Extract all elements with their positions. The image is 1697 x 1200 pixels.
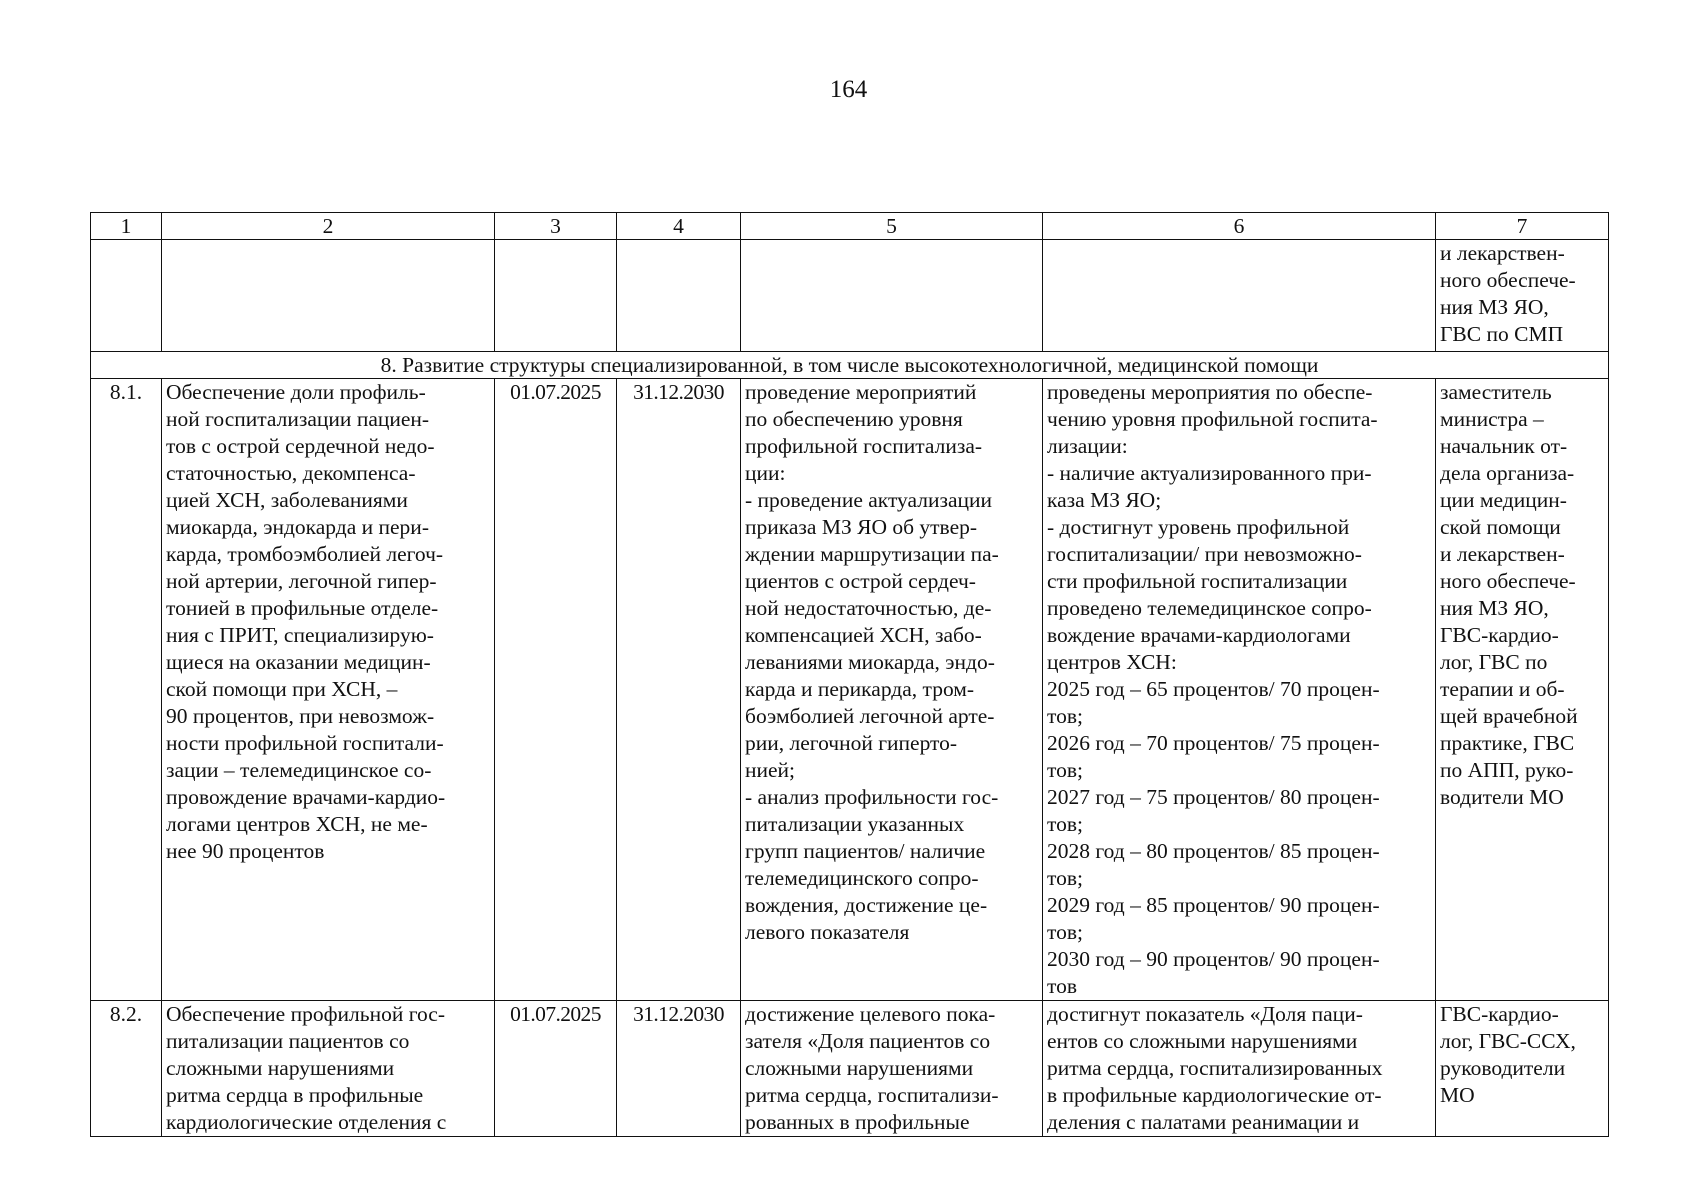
text-line: лог, ГВС по xyxy=(1440,650,1548,674)
text-line: леваниями миокарда, эндо- xyxy=(745,650,995,674)
text-line: по АПП, руко- xyxy=(1440,758,1574,782)
text-line: кардиологические отделения с xyxy=(166,1110,447,1134)
text-line: ГВС-кардио- xyxy=(1440,623,1559,647)
text-line: терапии и об- xyxy=(1440,677,1565,701)
column-header: 5 xyxy=(741,213,1043,240)
text-line: МО xyxy=(1440,1083,1475,1107)
text-line: логами центров ХСН, не ме- xyxy=(166,812,428,836)
text-line: водители МО xyxy=(1440,785,1564,809)
text-line: центров ХСН: xyxy=(1047,650,1177,674)
text-line: каза МЗ ЯО; xyxy=(1047,488,1162,512)
activities-table xyxy=(90,212,1609,1137)
text-line: тов; xyxy=(1047,812,1083,836)
continued-row xyxy=(91,240,1609,352)
text-line: вождение врачами-кардиологами xyxy=(1047,623,1351,647)
column-header: 7 xyxy=(1436,213,1609,240)
text-line: чению уровня профильной госпита- xyxy=(1047,407,1378,431)
responsible-cell xyxy=(1436,240,1609,352)
result-cell xyxy=(1043,1001,1436,1137)
text-line: статочностью, декомпенса- xyxy=(166,461,416,485)
text-line: тов; xyxy=(1047,866,1083,890)
text-line: тов; xyxy=(1047,758,1083,782)
text-line: достигнут показатель «Доля паци- xyxy=(1047,1002,1363,1026)
text-line: боэмболией легочной арте- xyxy=(745,704,995,728)
text-line: практике, ГВС xyxy=(1440,731,1575,755)
text-line: проведение мероприятий xyxy=(745,380,977,404)
text-line: ной артерии, легочной гипер- xyxy=(166,569,437,593)
column-number-row xyxy=(91,213,1609,240)
text-line: тов; xyxy=(1047,704,1083,728)
text-line: ритма сердца, госпитализированных xyxy=(1047,1056,1383,1080)
row-number: 8.2. xyxy=(91,1001,162,1137)
text-line: 90 процентов, при невозмож- xyxy=(166,704,435,728)
text-line: ции медицин- xyxy=(1440,488,1567,512)
text-line: деления с палатами реанимации и xyxy=(1047,1110,1360,1134)
text-line: дела организа- xyxy=(1440,461,1575,485)
result-cell xyxy=(1043,379,1436,1001)
task-cell xyxy=(162,379,495,1001)
text-line: сложными нарушениями xyxy=(166,1056,395,1080)
text-line: рованных в профильные xyxy=(745,1110,970,1134)
text-line: по обеспечению уровня xyxy=(745,407,963,431)
text-line: ной недостаточностью, де- xyxy=(745,596,992,620)
text-line: вождения, достижение це- xyxy=(745,893,988,917)
text-line: заместитель xyxy=(1440,380,1552,404)
text-line: ГВС по СМП xyxy=(1440,322,1564,346)
text-line: ритма сердца, госпитализи- xyxy=(745,1083,999,1107)
column-header: 1 xyxy=(91,213,162,240)
text-line: 2030 год – 90 процентов/ 90 процен- xyxy=(1047,947,1380,971)
text-line: питализации указанных xyxy=(745,812,965,836)
text-line: нией; xyxy=(745,758,796,782)
text-line: и лекарствен- xyxy=(1440,241,1565,265)
text-line: ния с ПРИТ, специализирую- xyxy=(166,623,434,647)
start-date: 01.07.2025 xyxy=(495,379,617,1001)
text-line: ской помощи xyxy=(1440,515,1561,539)
text-line: миокарда, эндокарда и пери- xyxy=(166,515,429,539)
column-header: 4 xyxy=(617,213,741,240)
section-row xyxy=(91,352,1609,379)
text-line: проведено телемедицинское сопро- xyxy=(1047,596,1372,620)
text-line: лог, ГВС-ССХ, xyxy=(1440,1029,1576,1053)
end-date: 31.12.2030 xyxy=(617,1001,741,1137)
measures-cell xyxy=(741,1001,1043,1137)
text-line: Обеспечение доли профиль- xyxy=(166,380,426,404)
text-line: 2027 год – 75 процентов/ 80 процен- xyxy=(1047,785,1380,809)
text-line: ритма сердца в профильные xyxy=(166,1083,424,1107)
text-line: - анализ профильности гос- xyxy=(745,785,999,809)
text-line: - наличие актуализированного при- xyxy=(1047,461,1372,485)
text-line: проведены мероприятия по обеспе- xyxy=(1047,380,1373,404)
text-line: в профильные кардиологические от- xyxy=(1047,1083,1382,1107)
table-row xyxy=(91,1001,1609,1137)
text-line: щей врачебной xyxy=(1440,704,1578,728)
text-line: компенсацией ХСН, забо- xyxy=(745,623,982,647)
column-header: 2 xyxy=(162,213,495,240)
text-line: госпитализации/ при невозможно- xyxy=(1047,542,1362,566)
text-line: начальник от- xyxy=(1440,434,1568,458)
text-line: провождение врачами-кардио- xyxy=(166,785,446,809)
text-line: ГВС-кардио- xyxy=(1440,1002,1559,1026)
text-line: профильной госпитализа- xyxy=(745,434,983,458)
measures-cell xyxy=(741,379,1043,1001)
text-line: ного обеспече- xyxy=(1440,569,1576,593)
row-number: 8.1. xyxy=(91,379,162,1001)
text-line: министра – xyxy=(1440,407,1544,431)
text-line: Обеспечение профильной гос- xyxy=(166,1002,445,1026)
text-line: ной госпитализации пациен- xyxy=(166,407,430,431)
text-line: приказа МЗ ЯО об утвер- xyxy=(745,515,978,539)
text-line: тов xyxy=(1047,974,1078,998)
column-header: 3 xyxy=(495,213,617,240)
text-line: - достигнут уровень профильной xyxy=(1047,515,1350,539)
text-line: сти профильной госпитализации xyxy=(1047,569,1348,593)
text-line: щиеся на оказании медицин- xyxy=(166,650,431,674)
text-line: достижение целевого пока- xyxy=(745,1002,996,1026)
text-line: и лекарствен- xyxy=(1440,542,1565,566)
text-line: тонией в профильные отделе- xyxy=(166,596,439,620)
start-date: 01.07.2025 xyxy=(495,1001,617,1137)
text-line: ции: xyxy=(745,461,786,485)
text-line: карда, тромбоэмболией легоч- xyxy=(166,542,444,566)
table-row xyxy=(91,379,1609,1001)
text-line: ждении маршрутизации па- xyxy=(745,542,999,566)
text-line: 2026 год – 70 процентов/ 75 процен- xyxy=(1047,731,1380,755)
text-line: карда и перикарда, тром- xyxy=(745,677,975,701)
column-header: 6 xyxy=(1043,213,1436,240)
text-line: групп пациентов/ наличие xyxy=(745,839,986,863)
text-line: зателя «Доля пациентов со xyxy=(745,1029,991,1053)
text-line: тов с острой сердечной недо- xyxy=(166,434,435,458)
text-line: цией ХСН, заболеваниями xyxy=(166,488,408,512)
text-line: сложными нарушениями xyxy=(745,1056,974,1080)
text-line: рии, легочной гиперто- xyxy=(745,731,958,755)
text-line: ния МЗ ЯО, xyxy=(1440,295,1549,319)
task-cell xyxy=(162,1001,495,1137)
text-line: питализации пациентов со xyxy=(166,1029,410,1053)
text-line: тов; xyxy=(1047,920,1083,944)
page-number: 164 xyxy=(829,76,868,103)
text-line: ской помощи при ХСН, – xyxy=(166,677,398,701)
responsible-cell xyxy=(1436,379,1609,1001)
text-line: - проведение актуализации xyxy=(745,488,993,512)
text-line: ного обеспече- xyxy=(1440,268,1576,292)
text-line: зации – телемедицинское со- xyxy=(166,758,432,782)
responsible-cell xyxy=(1436,1001,1609,1137)
section-title: 8. Развитие структуры специализированной, в том числе высокотехнологичной, медицинской помощи xyxy=(91,352,1609,379)
text-line: ности профильной госпитали- xyxy=(166,731,444,755)
text-line: ентов со сложными нарушениями xyxy=(1047,1029,1358,1053)
text-line: циентов с острой сердеч- xyxy=(745,569,976,593)
text-line: лизации: xyxy=(1047,434,1128,458)
text-line: 2029 год – 85 процентов/ 90 процен- xyxy=(1047,893,1380,917)
text-line: телемедицинского сопро- xyxy=(745,866,979,890)
text-line: ния МЗ ЯО, xyxy=(1440,596,1549,620)
text-line: левого показателя xyxy=(745,920,910,944)
text-line: 2025 год – 65 процентов/ 70 процен- xyxy=(1047,677,1380,701)
text-line: нее 90 процентов xyxy=(166,839,325,863)
text-line: руководители xyxy=(1440,1056,1566,1080)
text-line: 2028 год – 80 процентов/ 85 процен- xyxy=(1047,839,1380,863)
end-date: 31.12.2030 xyxy=(617,379,741,1001)
